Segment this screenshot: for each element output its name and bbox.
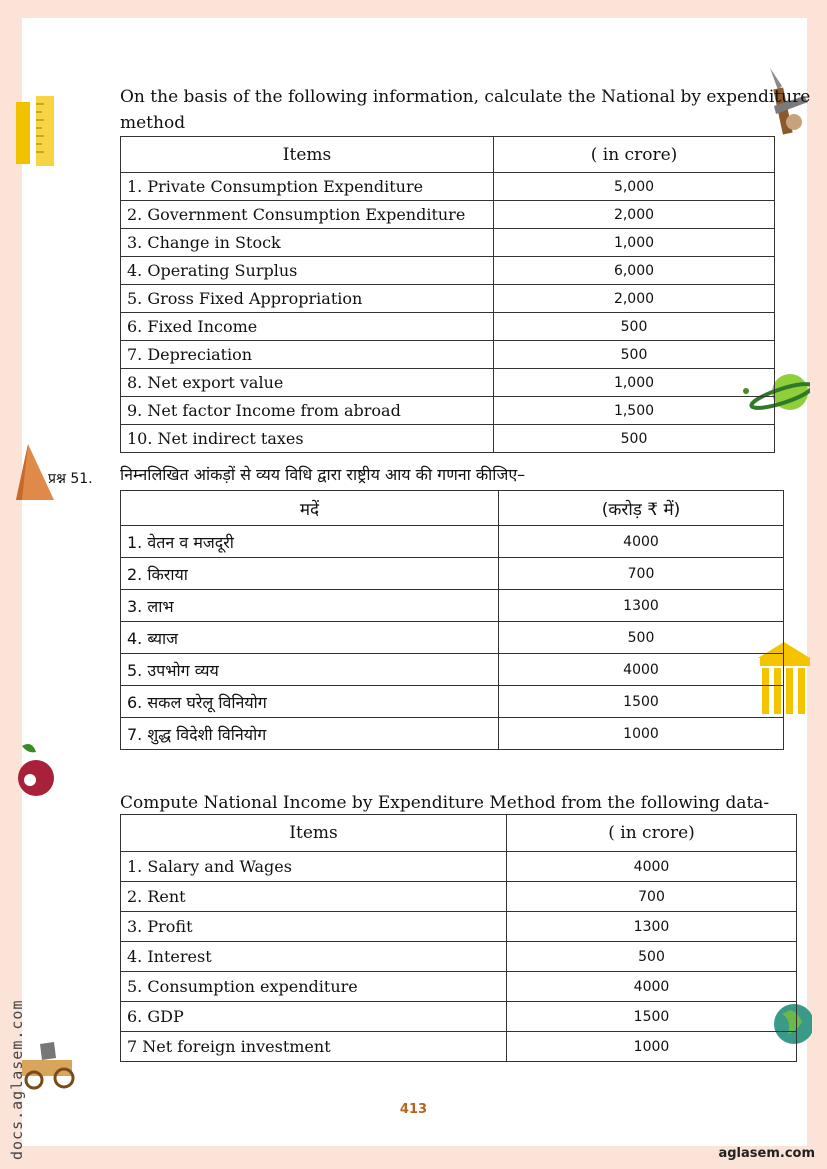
item-cell: 1. Salary and Wages xyxy=(121,852,507,882)
item-cell: 4. Operating Surplus xyxy=(121,257,494,285)
value-cell: 500 xyxy=(494,425,775,453)
value-cell: 4000 xyxy=(499,526,784,558)
question-number: प्रश्न 51. xyxy=(48,471,93,487)
q2-intro: निम्नलिखित आंकड़ों से व्यय विधि द्वारा राष्ट्रीय आय की गणना कीजिए– xyxy=(120,465,526,484)
table-row xyxy=(121,285,775,313)
col-header-items: Items xyxy=(121,815,507,852)
side-watermark: docs.aglasem.com xyxy=(8,999,26,1160)
item-cell: 6. GDP xyxy=(121,1002,507,1032)
value-cell: 1000 xyxy=(507,1032,797,1062)
value-cell: 500 xyxy=(494,313,775,341)
item-cell: 10. Net indirect taxes xyxy=(121,425,494,453)
table-row xyxy=(121,341,775,369)
item-cell: 3. Profit xyxy=(121,912,507,942)
table-header-row xyxy=(121,815,797,852)
table-row xyxy=(121,912,797,942)
item-cell: 7. Depreciation xyxy=(121,341,494,369)
value-cell: 2,000 xyxy=(494,285,775,313)
table-header-row xyxy=(121,137,775,173)
table-row xyxy=(121,1032,797,1062)
table-row xyxy=(121,526,784,558)
item-cell: 4. Interest xyxy=(121,942,507,972)
item-cell: 7 Net foreign investment xyxy=(121,1032,507,1062)
table-row xyxy=(121,558,784,590)
table-row xyxy=(121,686,784,718)
col-header-items: मदें xyxy=(121,491,499,526)
value-cell: 1000 xyxy=(499,718,784,750)
col-header-value: (करोड़ ₹ में) xyxy=(499,491,784,526)
value-cell: 4000 xyxy=(507,852,797,882)
table-row xyxy=(121,590,784,622)
item-cell: 8. Net export value xyxy=(121,369,494,397)
value-cell: 6,000 xyxy=(494,257,775,285)
value-cell: 500 xyxy=(494,341,775,369)
table-header-row xyxy=(121,491,784,526)
value-cell: 4000 xyxy=(499,654,784,686)
item-cell: 9. Net factor Income from abroad xyxy=(121,397,494,425)
value-cell: 500 xyxy=(507,942,797,972)
item-cell: 2. Rent xyxy=(121,882,507,912)
value-cell: 1500 xyxy=(499,686,784,718)
value-cell: 700 xyxy=(499,558,784,590)
q2-table xyxy=(120,490,784,750)
value-cell: 1,500 xyxy=(494,397,775,425)
value-cell: 500 xyxy=(499,622,784,654)
item-cell: 4. ब्याज xyxy=(121,622,499,654)
q3-table xyxy=(120,814,797,1062)
item-cell: 6. Fixed Income xyxy=(121,313,494,341)
item-cell: 3. Change in Stock xyxy=(121,229,494,257)
q1-intro-line1: On the basis of the following information, calculate the National by expenditure xyxy=(120,87,811,107)
q3-intro: Compute National Income by Expenditure Method from the following data- xyxy=(120,793,770,813)
table-row xyxy=(121,201,775,229)
col-header-value: ( in crore) xyxy=(507,815,797,852)
table-row xyxy=(121,972,797,1002)
item-cell: 3. लाभ xyxy=(121,590,499,622)
page-number: 413 xyxy=(399,1102,428,1117)
value-cell: 1300 xyxy=(507,912,797,942)
table-row xyxy=(121,369,775,397)
apple-illustration xyxy=(14,740,58,806)
item-cell: 2. Government Consumption Expenditure xyxy=(121,201,494,229)
item-cell: 5. Gross Fixed Appropriation xyxy=(121,285,494,313)
item-cell: 1. Private Consumption Expenditure xyxy=(121,173,494,201)
table-row xyxy=(121,882,797,912)
footer-brand-link[interactable]: aglasem.com xyxy=(718,1146,815,1161)
table-row xyxy=(121,173,775,201)
table-row xyxy=(121,1002,797,1032)
table-row xyxy=(121,852,797,882)
item-cell: 7. शुद्ध विदेशी विनियोग xyxy=(121,718,499,750)
item-cell: 6. सकल घरेलू विनियोग xyxy=(121,686,499,718)
table-row xyxy=(121,654,784,686)
value-cell: 5,000 xyxy=(494,173,775,201)
value-cell: 4000 xyxy=(507,972,797,1002)
item-cell: 5. Consumption expenditure xyxy=(121,972,507,1002)
table-row xyxy=(121,425,775,453)
value-cell: 2,000 xyxy=(494,201,775,229)
value-cell: 700 xyxy=(507,882,797,912)
item-cell: 5. उपभोग व्यय xyxy=(121,654,499,686)
item-cell: 1. वेतन व मजदूरी xyxy=(121,526,499,558)
q1-intro-line2: method xyxy=(120,113,186,133)
col-header-items: Items xyxy=(121,137,494,173)
value-cell: 1,000 xyxy=(494,369,775,397)
col-header-value: ( in crore) xyxy=(494,137,775,173)
value-cell: 1,000 xyxy=(494,229,775,257)
ruler-illustration xyxy=(14,92,66,168)
table-row xyxy=(121,313,775,341)
table-row xyxy=(121,257,775,285)
q1-table xyxy=(120,136,775,453)
table-row xyxy=(121,397,775,425)
table-row xyxy=(121,718,784,750)
table-row xyxy=(121,622,784,654)
value-cell: 1500 xyxy=(507,1002,797,1032)
value-cell: 1300 xyxy=(499,590,784,622)
table-row xyxy=(121,229,775,257)
table-row xyxy=(121,942,797,972)
item-cell: 2. किराया xyxy=(121,558,499,590)
